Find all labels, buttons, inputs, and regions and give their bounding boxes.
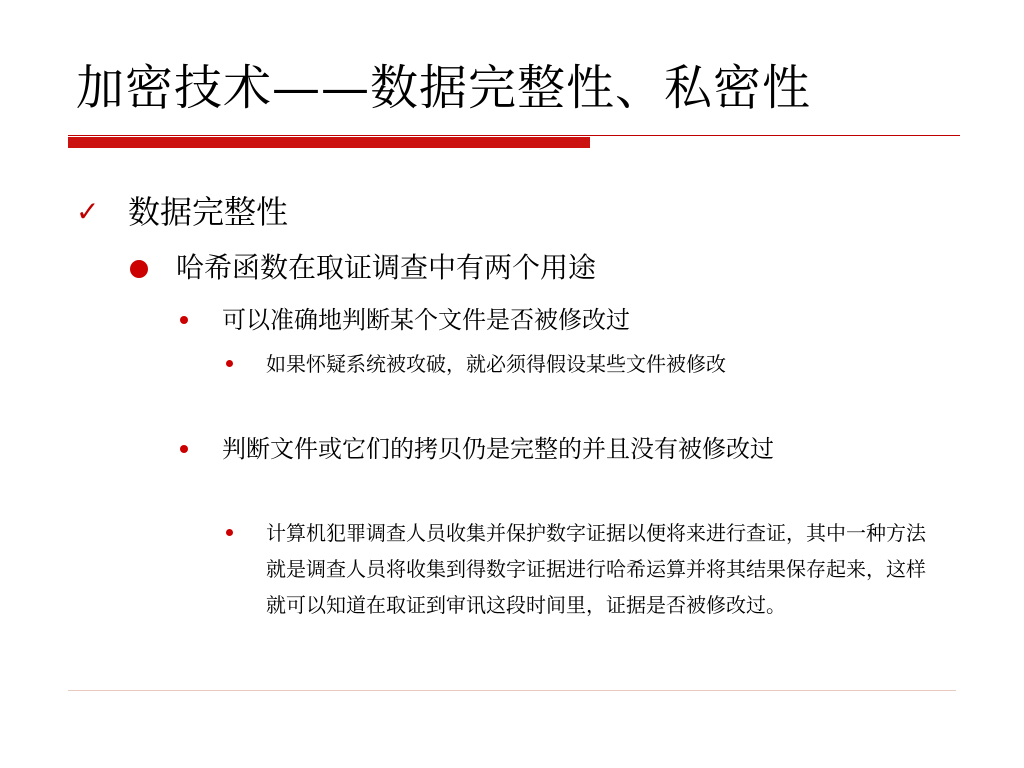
small-dot-icon [226, 360, 233, 367]
check-mark-icon: ✓ [76, 195, 100, 228]
bullet-level2 [130, 248, 596, 288]
title-rule-thick [68, 137, 590, 148]
bullet-level4-item [226, 346, 926, 382]
bullet-level1 [76, 190, 288, 234]
slide-title: 加密技术——数据完整性、私密性 [76, 60, 812, 116]
bullet-level3-item [180, 300, 952, 340]
footer-rule [68, 690, 956, 691]
small-dot-icon [180, 316, 188, 324]
bullet-level4-item [226, 515, 926, 623]
small-dot-icon [180, 445, 188, 453]
bullet-level3-text: 判断文件或它们的拷贝仍是完整的并且没有被修改过 [222, 435, 774, 463]
bullet-level3-item [180, 429, 952, 469]
bullet-level3-text: 可以准确地判断某个文件是否被修改过 [222, 306, 630, 334]
small-dot-icon [226, 529, 233, 536]
bullet-level4-text: 如果怀疑系统被攻破，就必须得假设某些文件被修改 [266, 352, 726, 376]
bullet-level2-text: 哈希函数在取证调查中有两个用途 [176, 251, 597, 284]
bullet-level4-text: 计算机犯罪调查人员收集并保护数字证据以便将来进行查证，其中一种方法就是调查人员将收集到得数字证据进行哈希运算并将其结果保存起来，这样就可以知道在取证到审讯这段时间里，证据是否被修改过。 [266, 521, 926, 617]
title-rule-thin [68, 135, 960, 136]
bullet-level1-text: 数据完整性 [128, 193, 289, 231]
red-dot-icon [130, 260, 148, 278]
